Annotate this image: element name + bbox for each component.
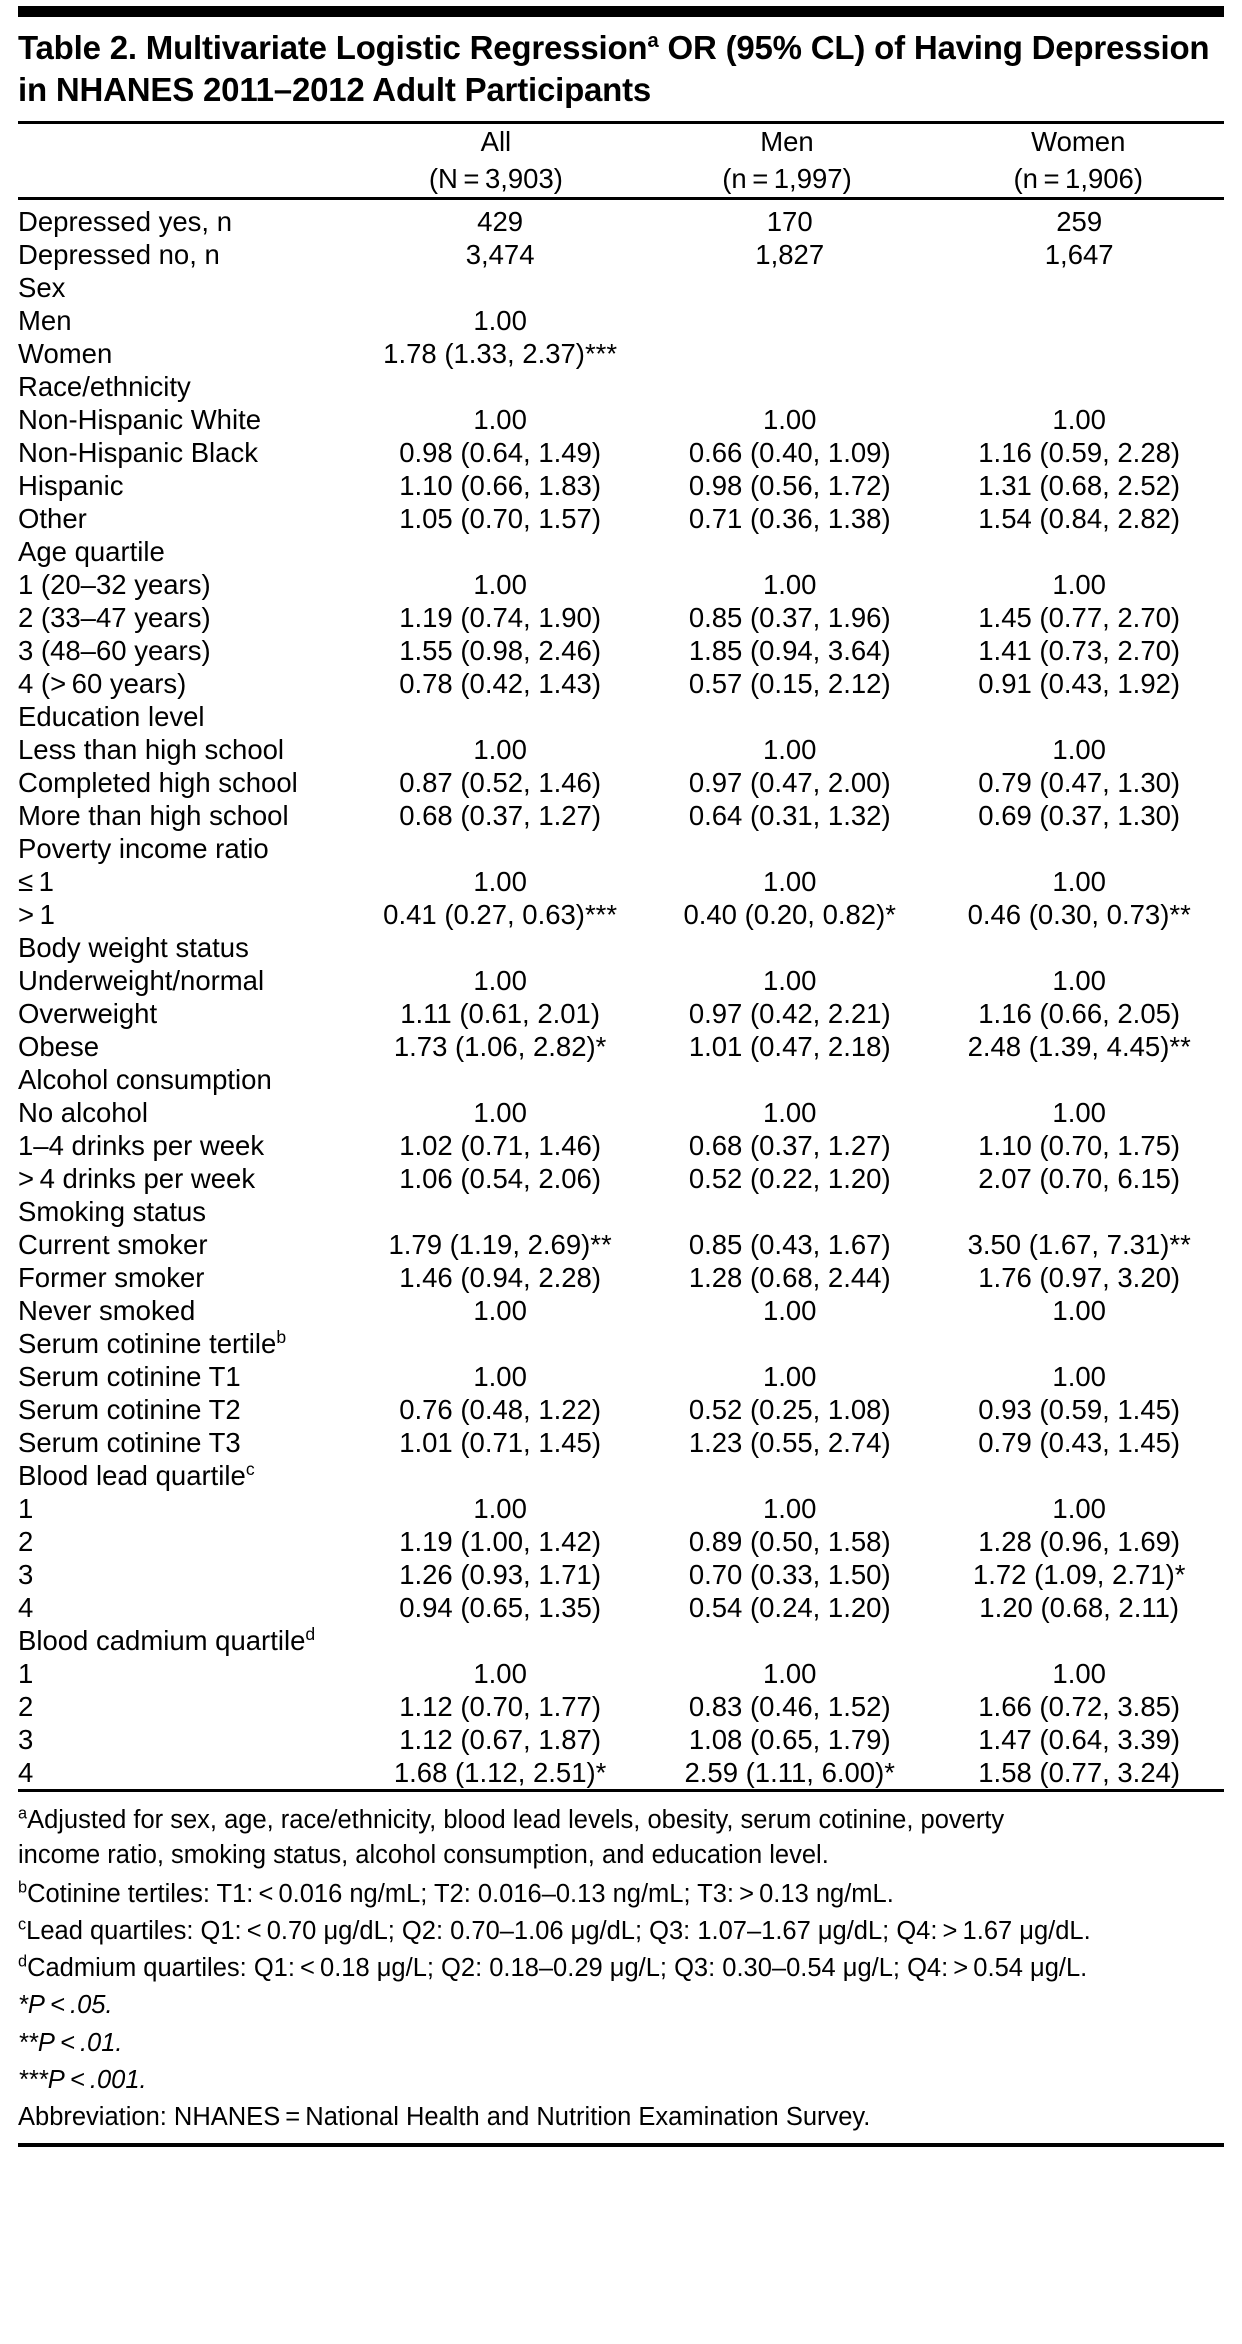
row-value-men: 0.68 (0.37, 1.27): [688, 1130, 891, 1162]
table-header-row: [18, 124, 1224, 197]
table-row: [18, 766, 1224, 799]
row-value-women: 3.50 (1.67, 7.31)**: [967, 1229, 1191, 1261]
row-label: Hispanic: [18, 470, 124, 502]
row-value-all: 1.00: [473, 569, 527, 601]
row-label: Serum cotinine T3: [18, 1427, 241, 1459]
row-value-men: 0.71 (0.36, 1.38): [688, 503, 891, 535]
row-group-label: Education level: [18, 701, 205, 733]
row-label: Depressed yes, n: [18, 206, 232, 238]
row-value-women: 1.00: [1052, 569, 1106, 601]
row-value-men: 1.23 (0.55, 2.74): [688, 1427, 891, 1459]
row-value-men: 0.85 (0.43, 1.67): [688, 1229, 891, 1261]
row-value-women: 1.00: [1052, 1361, 1106, 1393]
column-header-women-sub: (n = 1,906): [1013, 162, 1144, 194]
row-value-women: [934, 1063, 1224, 1096]
row-label: 3: [18, 1724, 34, 1756]
row-value-men: 1,827: [755, 239, 825, 271]
row-value-men: 0.98 (0.56, 1.72): [688, 470, 891, 502]
row-value-all: 1.12 (0.67, 1.87): [399, 1724, 602, 1756]
table-row: [18, 469, 1224, 502]
table-row: [18, 1426, 1224, 1459]
row-value-all: [355, 535, 645, 568]
row-value-all: 3,474: [465, 239, 535, 271]
row-value-women: [934, 304, 1224, 337]
row-label: Depressed no, n: [18, 239, 220, 271]
results-table: [18, 124, 1224, 197]
row-label: Underweight/normal: [18, 965, 265, 997]
row-value-women: 1.16 (0.59, 2.28): [978, 437, 1181, 469]
row-label: 4 (> 60 years): [18, 668, 187, 700]
row-group-label: [18, 1624, 355, 1657]
row-value-women: 1.72 (1.09, 2.71)*: [972, 1559, 1186, 1591]
row-value-women: 1.45 (0.77, 2.70): [978, 602, 1181, 634]
row-label: Overweight: [18, 998, 158, 1030]
row-value-women: [934, 931, 1224, 964]
table-group-row: [18, 1624, 1224, 1657]
row-value-women: 1.00: [1052, 1658, 1106, 1690]
row-value-all: 0.41 (0.27, 0.63)***: [383, 899, 618, 931]
table-row: [18, 997, 1224, 1030]
row-value-all: 1.00: [473, 734, 527, 766]
row-value-men: [645, 931, 934, 964]
row-value-all: 1.79 (1.19, 2.69)**: [388, 1229, 612, 1261]
footnote-abbreviation: Abbreviation: NHANES = National Health and Nutrition Examination Survey.: [18, 2102, 871, 2131]
row-value-men: [645, 370, 934, 403]
row-label: Non-Hispanic White: [18, 404, 262, 436]
row-group-footnote-marker: b: [276, 1326, 287, 1347]
row-group-label: Age quartile: [18, 536, 165, 568]
row-value-all: 1.00: [473, 1097, 527, 1129]
row-label: No alcohol: [18, 1097, 148, 1129]
table-row: [18, 1492, 1224, 1525]
row-value-women: [934, 1624, 1224, 1657]
row-value-all: 0.87 (0.52, 1.46): [399, 767, 602, 799]
table-title: [18, 17, 1224, 121]
row-label: 2: [18, 1691, 34, 1723]
row-value-men: 0.70 (0.33, 1.50): [688, 1559, 891, 1591]
row-value-men: 0.97 (0.42, 2.21): [688, 998, 891, 1030]
table-group-row: [18, 1327, 1224, 1360]
row-value-men: [645, 535, 934, 568]
row-value-all: [355, 832, 645, 865]
row-value-men: 1.00: [762, 1097, 817, 1129]
footnote-c-marker: c: [18, 1915, 27, 1934]
row-value-all: 1.00: [473, 305, 527, 337]
footnote-a: [18, 1801, 1224, 1875]
row-label: 1: [18, 1658, 34, 1690]
row-group-label: Sex: [18, 272, 66, 304]
row-value-all: 1.78 (1.33, 2.37)***: [383, 338, 618, 370]
row-value-all: 1.00: [473, 965, 527, 997]
row-value-all: 1.05 (0.70, 1.57): [399, 503, 602, 535]
table-row: [18, 1261, 1224, 1294]
table-row: [18, 1228, 1224, 1261]
row-value-men: [645, 832, 934, 865]
table-group-row: [18, 535, 1224, 568]
row-value-men: 0.52 (0.22, 1.20): [688, 1163, 891, 1195]
row-label: > 4 drinks per week: [18, 1163, 256, 1195]
row-value-all: 0.68 (0.37, 1.27): [399, 800, 602, 832]
table-title-line1-pre: Table 2. Multivariate Logistic Regression: [18, 29, 648, 66]
row-value-men: 1.00: [762, 734, 817, 766]
row-value-all: 1.19 (1.00, 1.42): [399, 1526, 602, 1558]
table-row: [18, 898, 1224, 931]
table-row: [18, 1723, 1224, 1756]
row-value-all: [355, 1195, 645, 1228]
row-label: 4: [18, 1757, 34, 1789]
row-label: Serum cotinine T1: [18, 1361, 241, 1393]
row-value-all: 1.73 (1.06, 2.82)*: [393, 1031, 607, 1063]
row-value-women: [934, 1459, 1224, 1492]
row-value-men: 1.00: [762, 404, 817, 436]
bottom-rule: [18, 2143, 1224, 2147]
table-row: [18, 799, 1224, 832]
row-label: 3: [18, 1559, 34, 1591]
table-row: [18, 1657, 1224, 1690]
row-value-women: [934, 1195, 1224, 1228]
row-value-women: 0.79 (0.47, 1.30): [978, 767, 1181, 799]
row-value-all: 1.00: [473, 866, 527, 898]
results-table-body-wrapper: [18, 205, 1224, 1789]
column-header-women: [933, 124, 1224, 197]
footnote-b-text: Cotinine tertiles: T1: < 0.016 ng/mL; T2: 0.016–0.13 ng/mL; T3: > 0.13 ng/mL.: [27, 1879, 894, 1908]
row-value-men: [645, 1195, 934, 1228]
row-value-men: 0.66 (0.40, 1.09): [688, 437, 891, 469]
row-label: 4: [18, 1592, 34, 1624]
row-value-women: 1.20 (0.68, 2.11): [979, 1592, 1180, 1624]
row-value-all: 1.55 (0.98, 2.46): [399, 635, 602, 667]
row-group-label: [18, 1327, 355, 1360]
table-group-row: [18, 1195, 1224, 1228]
table-group-row: [18, 1063, 1224, 1096]
row-value-all: 1.12 (0.70, 1.77): [399, 1691, 602, 1723]
row-value-men: [645, 337, 934, 370]
footnote-p001: [18, 2061, 1224, 2098]
column-header-all: [350, 124, 641, 197]
row-value-men: 0.40 (0.20, 0.82)*: [683, 899, 896, 931]
table-row: [18, 1360, 1224, 1393]
row-value-all: 1.46 (0.94, 2.28): [399, 1262, 602, 1294]
row-value-all: 1.11 (0.61, 2.01): [400, 998, 600, 1030]
row-value-all: 1.26 (0.93, 1.71): [399, 1559, 602, 1591]
column-header-all-sub: (N = 3,903): [428, 162, 563, 194]
column-header-men-sub: (n = 1,997): [722, 162, 852, 194]
row-value-women: 1.10 (0.70, 1.75): [978, 1130, 1181, 1162]
table-row: [18, 568, 1224, 601]
row-value-all: [355, 1624, 645, 1657]
footnote-p01-text: **P < .01.: [18, 2028, 123, 2057]
footnote-c-text: Lead quartiles: Q1: < 0.70 μg/dL; Q2: 0.70–1.06 μg/dL; Q3: 1.07–1.67 μg/dL; Q4: > 1.67 μg/dL.: [26, 1917, 1091, 1946]
row-value-women: 1.47 (0.64, 3.39): [978, 1724, 1181, 1756]
row-value-all: 0.94 (0.65, 1.35): [399, 1592, 602, 1624]
row-value-women: 1.76 (0.97, 3.20): [978, 1262, 1181, 1294]
row-value-men: [645, 700, 934, 733]
row-label: Other: [18, 503, 87, 535]
row-value-men: 1.28 (0.68, 2.44): [688, 1262, 891, 1294]
row-value-women: 1.00: [1052, 1295, 1106, 1327]
row-value-all: [355, 1459, 645, 1492]
top-rule: [18, 6, 1224, 17]
row-value-all: 0.78 (0.42, 1.43): [399, 668, 602, 700]
table-row: [18, 1030, 1224, 1063]
row-value-men: 0.97 (0.47, 2.00): [688, 767, 891, 799]
footnote-b-marker: b: [18, 1878, 28, 1897]
row-value-men: 0.85 (0.37, 1.96): [688, 602, 891, 634]
table-head: [18, 124, 1224, 197]
row-group-footnote-marker: d: [305, 1623, 316, 1644]
table-group-row: [18, 700, 1224, 733]
row-value-all: 1.00: [473, 1295, 527, 1327]
row-value-all: [355, 1327, 645, 1360]
table-title-line2: in NHANES 2011–2012 Adult Participants: [18, 71, 652, 109]
table-figure: [0, 6, 1242, 2147]
footnotes: [18, 1792, 1224, 2139]
row-value-women: 259: [1056, 206, 1103, 238]
row-value-women: 1.31 (0.68, 2.52): [978, 470, 1181, 502]
table-row: [18, 634, 1224, 667]
row-group-label: Smoking status: [18, 1196, 207, 1228]
row-label: Current smoker: [18, 1229, 208, 1261]
table-body: [18, 205, 1224, 1789]
row-value-men: 0.57 (0.15, 2.12): [688, 668, 891, 700]
column-header-men: [641, 124, 932, 197]
table-group-row: [18, 271, 1224, 304]
row-value-women: 0.46 (0.30, 0.73)**: [967, 899, 1191, 931]
table-group-row: [18, 1459, 1224, 1492]
row-value-men: [645, 1063, 934, 1096]
footnote-p05-text: *P < .05.: [18, 1991, 113, 2020]
column-header-all-label: All: [480, 126, 512, 158]
footnote-d: [18, 1950, 1224, 1987]
table-row: [18, 502, 1224, 535]
row-value-women: [934, 370, 1224, 403]
row-value-women: 1.00: [1052, 404, 1106, 436]
row-group-label: Poverty income ratio: [18, 833, 269, 865]
row-group-footnote-marker: c: [245, 1458, 255, 1479]
table-row: [18, 1756, 1224, 1789]
row-value-all: 1.68 (1.12, 2.51)*: [393, 1757, 607, 1789]
table-row: [18, 1558, 1224, 1591]
footnote-p01: [18, 2024, 1224, 2061]
table-group-row: [18, 370, 1224, 403]
row-label: 3 (48–60 years): [18, 635, 211, 667]
table-row: [18, 733, 1224, 766]
footnote-p001-text: ***P < .001.: [18, 2065, 147, 2094]
row-value-men: 1.00: [762, 1295, 817, 1327]
row-label: Obese: [18, 1031, 100, 1063]
row-value-all: 0.76 (0.48, 1.22): [399, 1394, 602, 1426]
table-group-row: [18, 832, 1224, 865]
row-label: > 1: [18, 899, 55, 931]
row-value-women: 1.00: [1052, 866, 1106, 898]
row-label: ≤ 1: [18, 866, 54, 898]
table-row: [18, 1129, 1224, 1162]
row-value-all: 1.02 (0.71, 1.46): [399, 1130, 602, 1162]
row-value-men: 1.00: [762, 1658, 817, 1690]
row-value-women: 0.79 (0.43, 1.45): [978, 1427, 1181, 1459]
row-value-women: [934, 1327, 1224, 1360]
row-value-men: [645, 1459, 934, 1492]
row-value-women: 1.28 (0.96, 1.69): [978, 1526, 1181, 1558]
row-label: Completed high school: [18, 767, 298, 799]
row-group-label: [18, 1459, 355, 1492]
row-value-women: 1.00: [1052, 734, 1106, 766]
row-value-men: 0.64 (0.31, 1.32): [688, 800, 891, 832]
row-value-men: 1.00: [762, 569, 817, 601]
table-row: [18, 1393, 1224, 1426]
row-value-all: 429: [477, 206, 524, 238]
row-label: Never smoked: [18, 1295, 196, 1327]
row-value-women: [934, 832, 1224, 865]
row-value-all: 1.10 (0.66, 1.83): [399, 470, 602, 502]
table-row: [18, 238, 1224, 271]
column-header-women-label: Women: [1031, 126, 1126, 158]
row-value-all: [355, 1063, 645, 1096]
row-value-all: 1.06 (0.54, 2.06): [399, 1163, 602, 1195]
row-label: 2: [18, 1526, 34, 1558]
table-row: [18, 205, 1224, 238]
table-row: [18, 1690, 1224, 1723]
row-group-label: Alcohol consumption: [18, 1064, 272, 1096]
row-label: 1–4 drinks per week: [18, 1130, 265, 1162]
row-value-women: [934, 700, 1224, 733]
row-value-women: 1,647: [1044, 239, 1114, 271]
row-value-all: 1.00: [473, 1361, 527, 1393]
row-value-all: 1.01 (0.71, 1.45): [399, 1427, 602, 1459]
footnote-a-line1: Adjusted for sex, age, race/ethnicity, blood lead levels, obesity, serum cotinine, poverty: [27, 1805, 1005, 1834]
footnote-p05: [18, 1987, 1224, 2024]
row-value-men: [645, 1624, 934, 1657]
row-group-label: Race/ethnicity: [18, 371, 191, 403]
row-value-men: [645, 271, 934, 304]
row-value-men: 1.00: [762, 965, 817, 997]
row-label: Women: [18, 338, 113, 370]
row-value-men: 0.83 (0.46, 1.52): [688, 1691, 891, 1723]
row-value-men: [645, 1327, 934, 1360]
column-header-men-label: Men: [760, 126, 814, 158]
row-value-women: 1.00: [1052, 1493, 1106, 1525]
row-value-men: 0.52 (0.25, 1.08): [688, 1394, 891, 1426]
row-label: More than high school: [18, 800, 289, 832]
row-value-all: [355, 931, 645, 964]
row-value-women: 1.66 (0.72, 3.85): [978, 1691, 1181, 1723]
row-label: Less than high school: [18, 734, 285, 766]
table-row: [18, 304, 1224, 337]
table-row: [18, 337, 1224, 370]
row-value-women: [934, 535, 1224, 568]
row-label: 1 (20–32 years): [18, 569, 211, 601]
table-row: [18, 1591, 1224, 1624]
row-value-men: 1.08 (0.65, 1.79): [688, 1724, 891, 1756]
row-label: Men: [18, 305, 72, 337]
table-row: [18, 964, 1224, 997]
row-value-all: 1.00: [473, 1493, 527, 1525]
row-value-men: 170: [766, 206, 813, 238]
row-label: 2 (33–47 years): [18, 602, 211, 634]
footnote-a-marker: a: [18, 1804, 28, 1823]
table-group-row: [18, 931, 1224, 964]
table-row: [18, 1162, 1224, 1195]
row-value-women: [934, 337, 1224, 370]
table-row: [18, 601, 1224, 634]
row-value-men: 1.00: [762, 866, 817, 898]
footnote-a-line2: income ratio, smoking status, alcohol consumption, and education level.: [18, 1841, 829, 1870]
row-value-women: 1.58 (0.77, 3.24): [978, 1757, 1181, 1789]
row-value-men: 1.00: [762, 1361, 817, 1393]
row-value-women: 2.48 (1.39, 4.45)**: [967, 1031, 1191, 1063]
table-row: [18, 436, 1224, 469]
footnote-d-text: Cadmium quartiles: Q1: < 0.18 μg/L; Q2: 0.18–0.29 μg/L; Q3: 0.30–0.54 μg/L; Q4: > 0.54 μg/L.: [27, 1954, 1088, 1983]
row-group-label-text: Serum cotinine tertile: [18, 1328, 277, 1360]
row-value-women: 2.07 (0.70, 6.15): [978, 1163, 1181, 1195]
footnote-d-marker: d: [18, 1952, 28, 1971]
row-value-men: 1.85 (0.94, 3.64): [688, 635, 891, 667]
row-value-men: [645, 304, 934, 337]
row-value-all: 1.00: [473, 1658, 527, 1690]
row-value-men: 1.00: [762, 1493, 817, 1525]
row-value-all: 1.19 (0.74, 1.90): [399, 602, 602, 634]
row-value-all: 1.00: [473, 404, 527, 436]
column-header-blank: [18, 124, 350, 197]
table-row: [18, 1294, 1224, 1327]
table-row: [18, 1525, 1224, 1558]
row-group-label: Body weight status: [18, 932, 249, 964]
row-label: Non-Hispanic Black: [18, 437, 258, 469]
row-value-women: [934, 271, 1224, 304]
row-group-label-text: Blood cadmium quartile: [18, 1625, 306, 1657]
row-value-women: 0.69 (0.37, 1.30): [978, 800, 1181, 832]
row-value-women: 0.93 (0.59, 1.45): [978, 1394, 1181, 1426]
table-title-line1-post: OR (95% CL) of Having Depression: [658, 29, 1210, 66]
footnote-b: [18, 1875, 1224, 1912]
row-value-all: [355, 271, 645, 304]
row-value-women: 1.41 (0.73, 2.70): [978, 635, 1181, 667]
row-value-all: 0.98 (0.64, 1.49): [399, 437, 602, 469]
row-value-men: 0.89 (0.50, 1.58): [688, 1526, 891, 1558]
row-group-label-text: Blood lead quartile: [18, 1460, 246, 1492]
table-row: [18, 1096, 1224, 1129]
row-value-women: 1.00: [1052, 1097, 1106, 1129]
row-value-men: 0.54 (0.24, 1.20): [688, 1592, 891, 1624]
table-row: [18, 865, 1224, 898]
row-value-women: 1.54 (0.84, 2.82): [978, 503, 1181, 535]
row-label: Former smoker: [18, 1262, 205, 1294]
row-label: 1: [18, 1493, 34, 1525]
table-row: [18, 667, 1224, 700]
table-title-footnote-marker: a: [647, 29, 659, 52]
row-value-women: 1.00: [1052, 965, 1106, 997]
row-value-women: 0.91 (0.43, 1.92): [978, 668, 1181, 700]
row-value-men: 1.01 (0.47, 2.18): [688, 1031, 891, 1063]
row-value-women: 1.16 (0.66, 2.05): [978, 998, 1181, 1030]
row-value-all: [355, 370, 645, 403]
row-value-all: [355, 700, 645, 733]
table-row: [18, 403, 1224, 436]
row-label: Serum cotinine T2: [18, 1394, 241, 1426]
row-value-men: 2.59 (1.11, 6.00)*: [684, 1757, 895, 1789]
footnote-c: [18, 1913, 1224, 1950]
